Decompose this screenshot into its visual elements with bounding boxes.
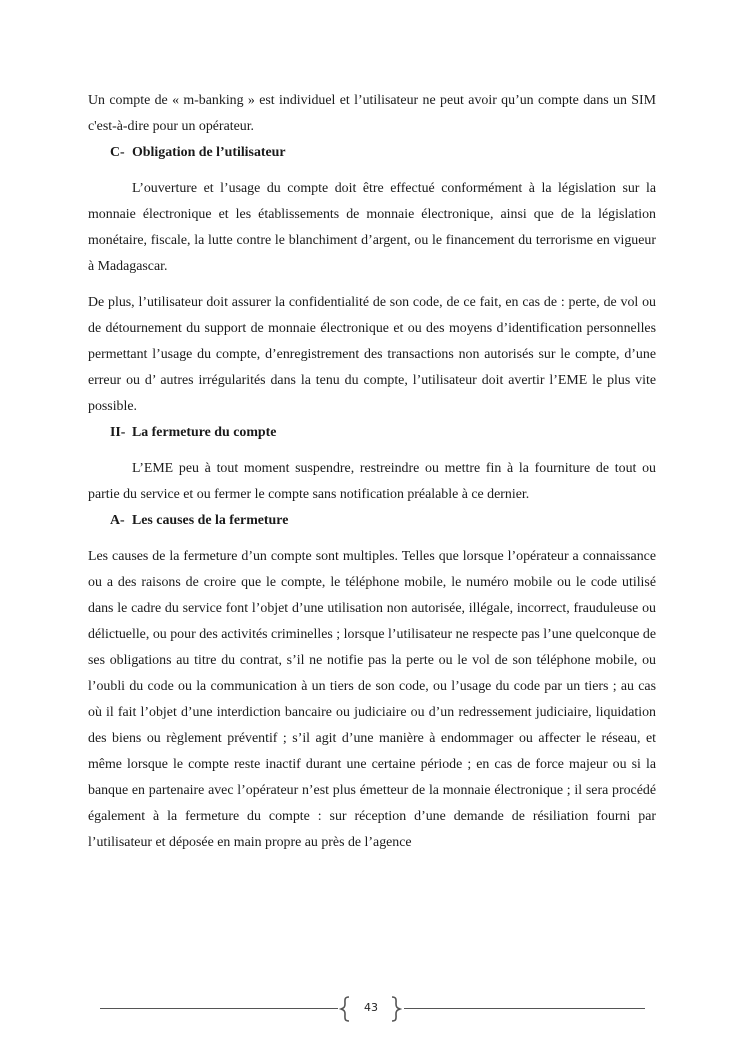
heading-obligation-utilisateur [88, 140, 656, 166]
heading-title: Les causes de la fermeture [132, 513, 289, 528]
heading-number: C- [110, 145, 125, 160]
heading-causes-fermeture [88, 508, 656, 534]
right-brace-icon [390, 996, 402, 1022]
heading-number: A- [110, 513, 125, 528]
left-brace-icon [339, 996, 351, 1022]
document-body [88, 88, 656, 856]
paragraph-eme-suspension: L’EME peu à tout moment suspendre, restreindre ou mettre fin à la fourniture de tout ou partie du service et ou fermer le compte sans notification préalable à ce dernier. [88, 461, 656, 502]
footer-rule-right [404, 1008, 645, 1009]
page-footer [100, 996, 645, 1022]
paragraph-m-banking-account: Un compte de « m-banking » est individuel et l’utilisateur ne peut avoir qu’un compte dans un SIM c'est-à-dire pour un opérateur. [88, 93, 656, 134]
heading-title: Obligation de l’utilisateur [132, 145, 286, 160]
footer-rule-left [100, 1008, 338, 1009]
page-number: 43 [364, 1001, 378, 1014]
paragraph-causes: Les causes de la fermeture d’un compte sont multiples. Telles que lorsque l’opérateur a connaissance ou a des raisons de croire que le compte, le téléphone mobile, le numéro mobile ou le code utilisé dans le cadre du service font l’objet d’une utilisation non autorisée, illégale, incorrect, frauduleuse ou délictuelle, ou pour des activités criminelles ; lorsque l’utilisateur ne respecte pas l’une quelconque de ses obligations au titre du contrat, s’il ne notifie pas la perte ou le vol de son téléphone mobile, ou l’oubli du code ou la communication à un tiers de son code, ou l’usage du code par un tiers ; au cas où il fait l’objet d’une interdiction bancaire ou judiciaire ou d’un redressement judiciaire, liquidation des biens ou règlement préventif ; s’il agit d’une manière à endommager ou affecter le réseau, et même lorsque le compte reste inactif durant une certaine période ; en cas de force majeur ou si la banque en partenaire avec l’opérateur n’est plus émetteur de la monnaie électronique ; il sera procédé également à la fermeture du compte : sur réception d’une demande de résiliation fourni par l’utilisateur et déposée en main propre au près de l’agence [88, 549, 656, 850]
paragraph-ouverture-usage: L’ouverture et l’usage du compte doit être effectué conformément à la législation sur la monnaie électronique et les établissements de monnaie électronique, ainsi que de la législation monétaire, fiscale, la lutte contre le blanchiment d’argent, ou le financement du terrorisme en vigueur à Madagascar. [88, 181, 656, 274]
heading-number: II- [110, 425, 126, 440]
paragraph-confidentialite: De plus, l’utilisateur doit assurer la confidentialité de son code, de ce fait, en cas de : perte, de vol ou de détournement du support de monnaie électronique et ou des moyens d’identification personnelles permettant l’usage du compte, d’enregistrement des transactions non autorisés sur le compte, d’une erreur ou d’ autres irrégularités dans la tenu du compte, l’utilisateur doit avertir l’EME le plus vite possible. [88, 295, 656, 414]
heading-title: La fermeture du compte [132, 425, 277, 440]
heading-fermeture-compte [88, 420, 656, 446]
